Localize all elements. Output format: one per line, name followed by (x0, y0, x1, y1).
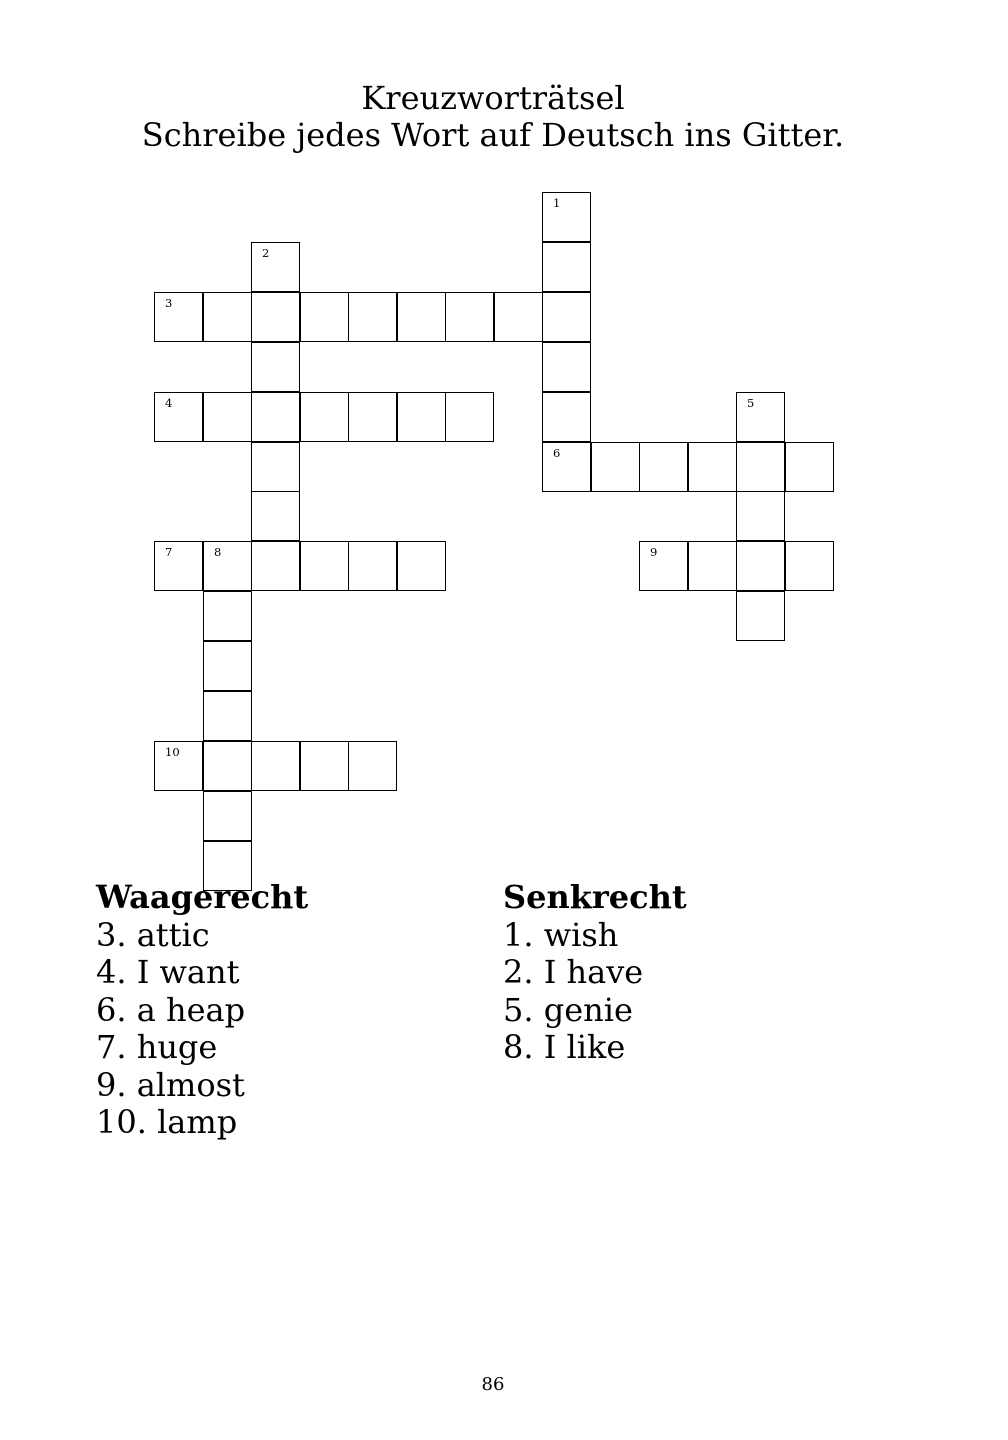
crossword-cell[interactable] (203, 791, 252, 841)
crossword-cell[interactable] (348, 392, 397, 442)
across-clue-list (96, 917, 308, 1141)
crossword-cell[interactable] (300, 392, 349, 442)
clue-number: 8 (214, 545, 222, 559)
clue-item: 5. genie (503, 990, 633, 1029)
crossword-cell[interactable] (203, 591, 252, 641)
crossword-cell[interactable] (542, 342, 591, 392)
crossword-cell[interactable] (203, 292, 252, 342)
crossword-cell[interactable] (251, 242, 300, 292)
crossword-cell[interactable] (251, 342, 300, 392)
crossword-cell[interactable] (591, 442, 640, 492)
crossword-cell[interactable] (785, 541, 834, 591)
crossword-cell[interactable] (542, 242, 591, 292)
crossword-cell[interactable] (300, 541, 349, 591)
crossword-cell[interactable] (154, 741, 203, 791)
crossword-cell[interactable] (251, 741, 300, 791)
down-heading: Senkrecht (503, 878, 687, 916)
down-clues (503, 877, 687, 1067)
down-clue-list (503, 917, 687, 1067)
crossword-cell[interactable] (445, 292, 494, 342)
clue-item: 2. I have (503, 953, 644, 992)
crossword-cell[interactable] (688, 442, 737, 492)
crossword-cell[interactable] (348, 741, 397, 791)
clue-item: 7. huge (96, 1028, 218, 1067)
crossword-cell[interactable] (154, 541, 203, 591)
clue-item: 9. almost (96, 1065, 245, 1104)
crossword-cell[interactable] (397, 392, 446, 442)
crossword-cell[interactable] (445, 392, 494, 442)
crossword-cell[interactable] (736, 491, 785, 541)
clue-number: 7 (165, 545, 173, 559)
crossword-cell[interactable] (736, 392, 785, 442)
crossword-cell[interactable] (736, 591, 785, 641)
clue-number: 1 (553, 196, 561, 210)
crossword-cell[interactable] (542, 192, 591, 242)
crossword-cell[interactable] (203, 741, 252, 791)
crossword-cell[interactable] (251, 541, 300, 591)
clue-number: 5 (747, 396, 755, 410)
crossword-cell[interactable] (251, 392, 300, 442)
instructions: Schreibe jedes Wort auf Deutsch ins Gitter. (141, 116, 845, 154)
crossword-cell[interactable] (542, 292, 591, 342)
crossword-cell[interactable] (736, 442, 785, 492)
crossword-cell[interactable] (203, 392, 252, 442)
crossword-cell[interactable] (494, 292, 543, 342)
clue-item: 4. I want (96, 953, 240, 992)
crossword-cell[interactable] (203, 641, 252, 691)
across-clues (96, 877, 308, 1141)
clue-item: 10. lamp (96, 1103, 238, 1142)
crossword-cell[interactable] (348, 292, 397, 342)
clue-item: 8. I like (503, 1028, 626, 1067)
crossword-cell[interactable] (397, 292, 446, 342)
clue-item: 1. wish (503, 916, 619, 954)
crossword-cell[interactable] (785, 442, 834, 492)
crossword-cell[interactable] (203, 541, 252, 591)
clue-number: 4 (165, 396, 173, 410)
crossword-cell[interactable] (542, 392, 591, 442)
clue-number: 9 (650, 545, 658, 559)
crossword-cell[interactable] (639, 541, 688, 591)
clue-number: 10 (165, 745, 180, 759)
crossword-cell[interactable] (251, 442, 300, 492)
crossword-cell[interactable] (300, 741, 349, 791)
across-heading: Waagerecht (96, 878, 309, 916)
crossword-cell[interactable] (736, 541, 785, 591)
crossword-cell[interactable] (688, 541, 737, 591)
crossword-cell[interactable] (251, 491, 300, 541)
crossword-cell[interactable] (154, 292, 203, 342)
crossword-cell[interactable] (397, 541, 446, 591)
clue-number: 6 (553, 446, 561, 460)
clue-item: 3. attic (96, 916, 210, 954)
clue-number: 3 (165, 296, 173, 310)
clue-item: 6. a heap (96, 990, 246, 1029)
crossword-cell[interactable] (300, 292, 349, 342)
crossword-cell[interactable] (154, 392, 203, 442)
crossword-cell[interactable] (203, 691, 252, 741)
crossword-cell[interactable] (348, 541, 397, 591)
page-number: 86 (481, 1374, 505, 1395)
crossword-cell[interactable] (639, 442, 688, 492)
clue-number: 2 (262, 246, 270, 260)
page-title: Kreuzworträtsel (361, 79, 625, 117)
crossword-cell[interactable] (251, 292, 300, 342)
crossword-cell[interactable] (542, 442, 591, 492)
